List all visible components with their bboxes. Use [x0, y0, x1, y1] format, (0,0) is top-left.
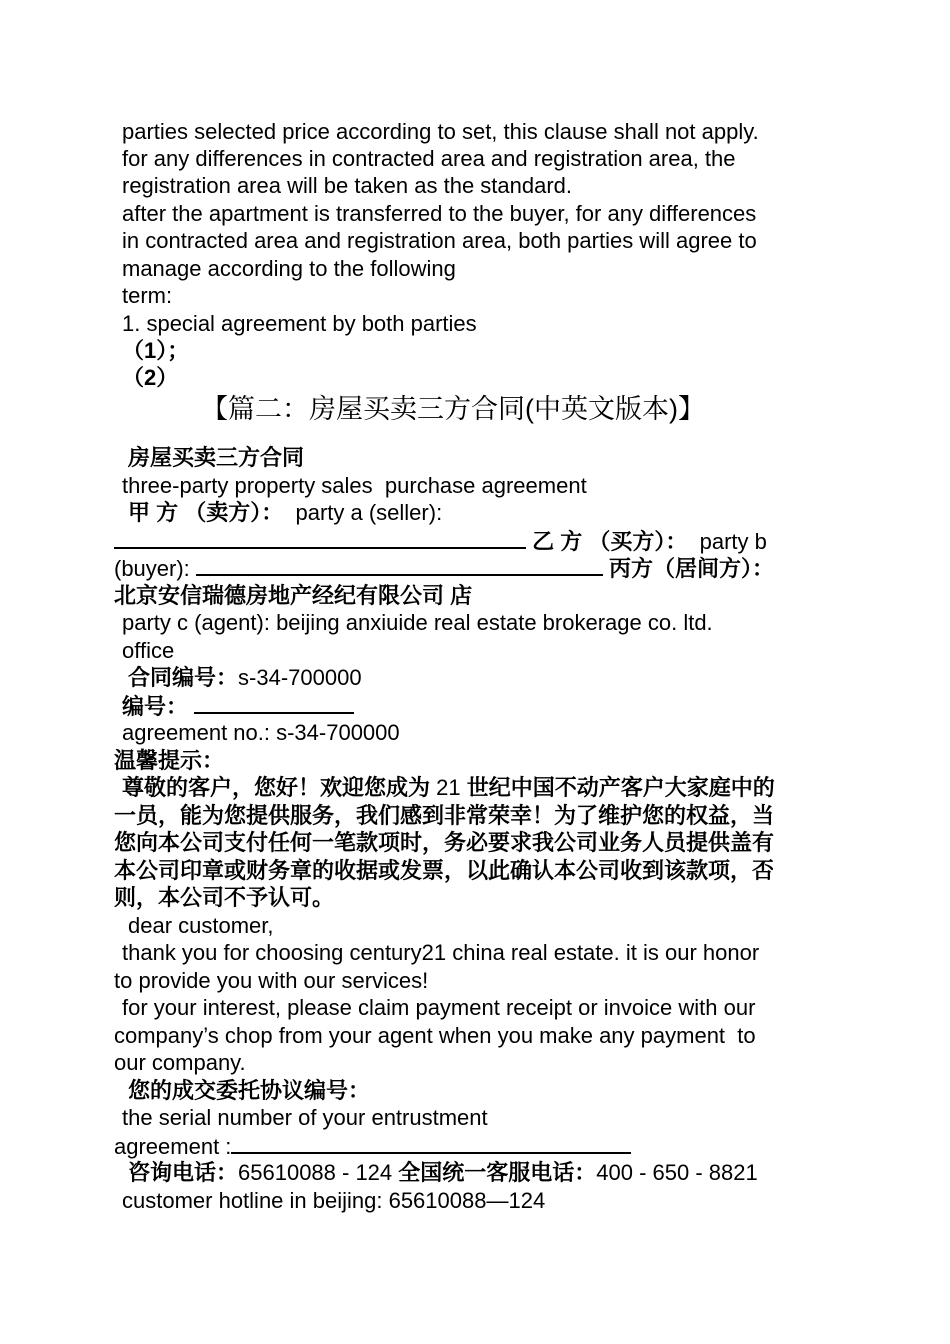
notice-en-line-4: for your interest, please claim payment receipt or invoice with our: [122, 995, 756, 1020]
national-hotline-label-cn: 全国统一客服电话：: [398, 1160, 597, 1185]
party-a-line: [128, 499, 442, 526]
party-b-label-en: party b: [699, 529, 767, 554]
notice-en-line-1: dear customer,: [128, 913, 274, 938]
entrustment-label-en-2: agreement :: [114, 1134, 232, 1159]
intro-line-3: registration area will be taken as the standard.: [122, 173, 573, 198]
number-blank: [194, 692, 354, 714]
notice-en-line-6: our company.: [114, 1050, 246, 1075]
hotline-value: 65610088 - 124: [238, 1160, 393, 1185]
notice-en-line-2: thank you for choosing century21 china real estate. it is our honor: [122, 940, 760, 965]
party-b-label-cn: 乙 方 （买方）：: [532, 529, 688, 554]
notice-cn-1-number: 21: [436, 775, 461, 800]
notice-cn-line-4: 本公司印章或财务章的收据或发票，以此确认本公司收到该款项，否: [114, 858, 775, 883]
party-a-label-en: party a (seller):: [295, 500, 443, 525]
number-line: [122, 692, 354, 720]
number-label-cn: 编号：: [122, 694, 189, 719]
entrustment-line: [114, 1132, 631, 1160]
party-b-line: [114, 527, 767, 555]
notice-en-line-3: to provide you with our services!: [114, 968, 429, 993]
contact-line: [128, 1159, 758, 1186]
party-a-label-cn: 甲 方 （卖方）：: [128, 500, 284, 525]
intro-line-4: after the apartment is transferred to the buyer, for any differences: [122, 201, 757, 226]
intro-line-5: in contracted area and registration area, both parties will agree to: [122, 228, 757, 253]
party-c-label-cn: 丙方（居间方）：: [609, 556, 775, 581]
notice-cn-1b: 世纪中国不动产客户大家庭中的: [466, 775, 775, 800]
party-c-en: party c (agent): beijing anxiuide real estate brokerage co. ltd.: [122, 610, 713, 635]
notice-en-line-5: company’s chop from your agent when you make any payment to: [114, 1023, 756, 1048]
contract-title-en: three-party property sales purchase agreement: [122, 473, 587, 498]
notice-cn-line-3: 您向本公司支付任何一笔款项时，务必要求我公司业务人员提供盖有: [114, 830, 775, 855]
entrustment-blank: [231, 1132, 631, 1154]
intro-item-2: （2）: [122, 365, 179, 390]
entrustment-label-cn: 您的成交委托协议编号：: [128, 1078, 371, 1103]
agent-name-cn: 北京安信瑞德房地产经纪有限公司 店: [114, 583, 473, 608]
entrustment-label-en-1: the serial number of your entrustment: [122, 1105, 488, 1130]
contract-title-cn: 房屋买卖三方合同: [128, 445, 305, 470]
buyer-blank: [196, 554, 603, 576]
intro-line-6: manage according to the following: [122, 256, 456, 281]
office-line: office: [122, 638, 175, 663]
notice-title-cn: 温馨提示：: [114, 748, 225, 773]
notice-cn-line-5: 则，本公司不予认可。: [114, 885, 335, 910]
buyer-line: [114, 554, 774, 582]
hotline-en: customer hotline in beijing: 65610088—124: [122, 1188, 546, 1213]
national-hotline-value: 400 - 650 - 8821: [596, 1160, 758, 1185]
agreement-no-value: s-34-700000: [238, 665, 362, 690]
notice-cn-line-1: [122, 774, 775, 801]
agreement-no-en: agreement no.: s-34-700000: [122, 720, 400, 745]
intro-item-1: （1）；: [122, 338, 190, 363]
seller-blank: [114, 527, 526, 549]
notice-cn-1a: 尊敬的客户，您好！欢迎您成为: [122, 775, 431, 800]
intro-line-1: parties selected price according to set, this clause shall not apply.: [122, 119, 759, 144]
agreement-no-label-cn: 合同编号：: [128, 665, 239, 690]
hotline-label-cn: 咨询电话：: [128, 1160, 239, 1185]
buyer-label: (buyer):: [114, 556, 190, 581]
section-heading: 【篇二：房屋买卖三方合同(中英文版本)】: [201, 394, 705, 424]
intro-line-8: 1. special agreement by both parties: [122, 311, 477, 336]
intro-line-7: term:: [122, 283, 173, 308]
agreement-no-line: [128, 664, 362, 691]
notice-cn-line-2: 一员，能为您提供服务，我们感到非常荣幸！为了维护您的权益，当: [114, 803, 775, 828]
intro-line-2: for any differences in contracted area and registration area, the: [122, 146, 736, 171]
